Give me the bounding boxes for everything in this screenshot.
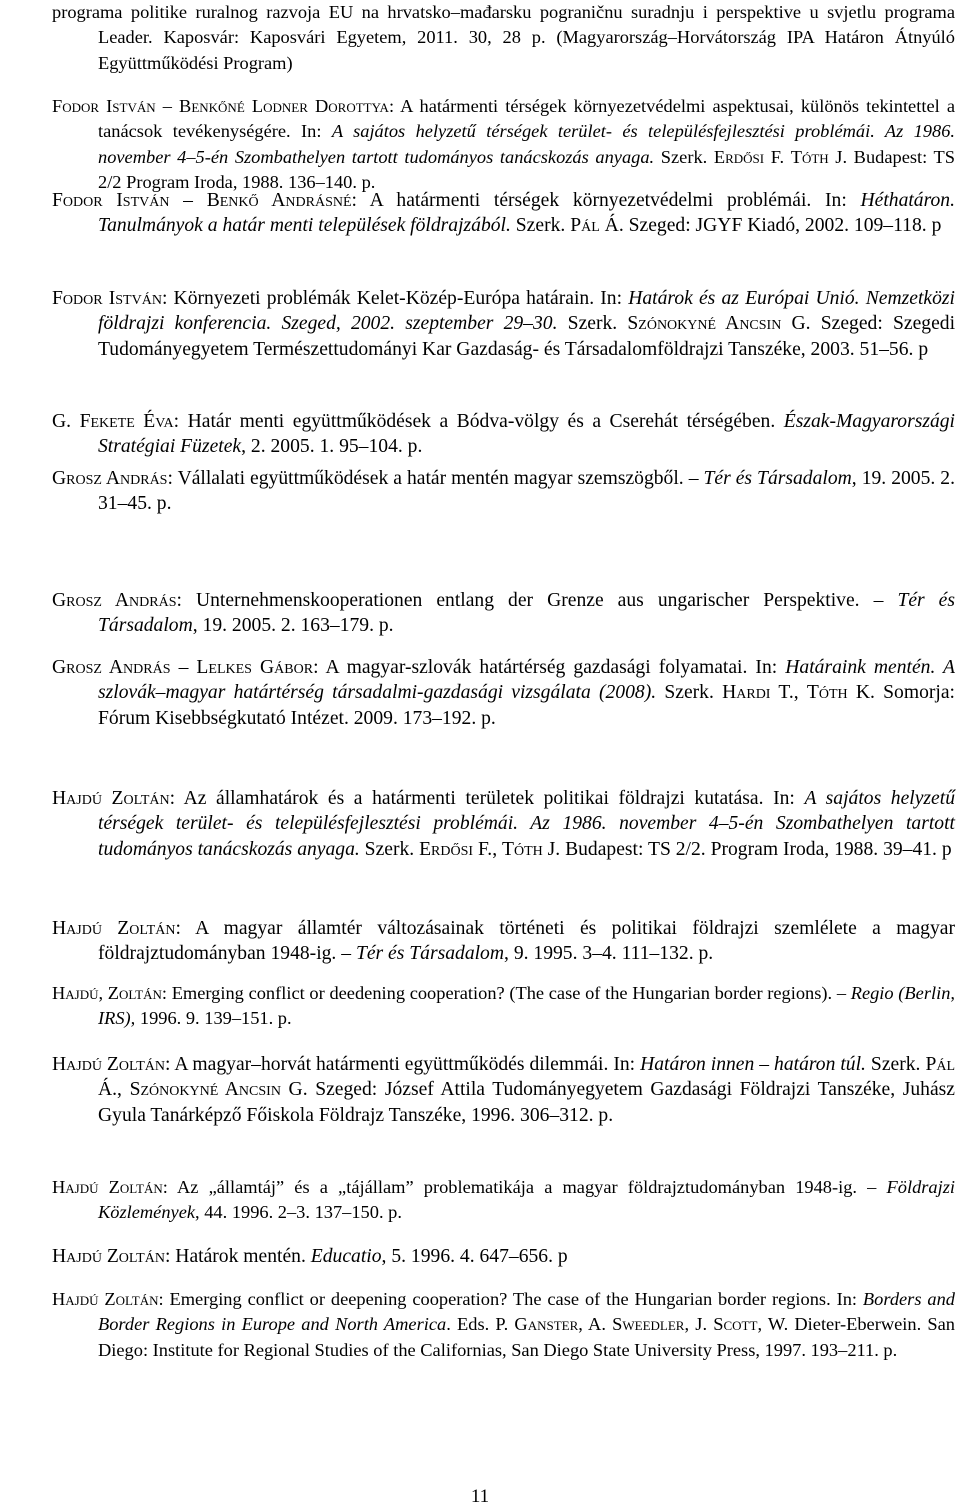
reference-text: Földrajzi Közlemények xyxy=(98,1177,955,1223)
reference-text: Szerk. xyxy=(654,146,714,167)
reference-text: Fekete Éva xyxy=(79,411,174,432)
reference-text: Fodor István – Benkő Andrásné xyxy=(52,190,352,211)
reference-text: Fodor István xyxy=(52,288,162,309)
page-number: 11 xyxy=(470,1486,490,1507)
reference-text: F. xyxy=(764,146,791,167)
reference-text: : Az államhatárok és a határmenti területek politikai földrajzi kutatása. In: xyxy=(169,788,805,809)
reference-text: T., xyxy=(770,682,807,704)
reference-text: Szerk. xyxy=(510,215,571,237)
reference-text: Hajdú Zoltán xyxy=(52,1289,159,1309)
reference-text: Tér és Társadalom xyxy=(98,590,956,637)
reference-text: Grosz András – Lelkes Gábor xyxy=(52,657,314,678)
reference-entry-grosz-lelkes xyxy=(52,655,955,731)
reference-text: , 5. 1996. 4. 647–656. p xyxy=(381,1246,568,1267)
reference-text: Tóth xyxy=(790,146,829,167)
reference-text: Erdősi xyxy=(713,146,765,167)
reference-entry-fodor-benkone xyxy=(52,94,955,196)
reference-text: F., xyxy=(473,838,502,860)
reference-text: Szerk. xyxy=(656,682,723,704)
reference-text: . Eds. P. xyxy=(446,1314,515,1335)
reference-text: Határok és az Európai Unió. Nemzetközi földrajzi konferencia. Szeged, 2002. szeptember 29–30. xyxy=(98,288,955,335)
reference-entry-hajdu-allamter xyxy=(52,916,955,967)
reference-text: , 19. 2005. 2. 163–179. p. xyxy=(192,615,394,637)
reference-text: Határaink mentén. A szlovák–magyar határtérség társadalmi-gazdasági vizsgálata (2008). xyxy=(98,657,956,704)
reference-text: Erdősi xyxy=(419,838,474,860)
reference-text: A sajátos helyzetű térségek terület- és településfejlesztési problémái. Az 1986. november 4–5-én Szombathelyen tartott tudományos tanácskozás anyaga. xyxy=(98,788,955,860)
reference-text: Grosz András xyxy=(52,468,168,489)
reference-text: Tér és Társadalom xyxy=(703,468,852,489)
reference-text: Szerk. xyxy=(557,313,628,335)
reference-text: : Környezeti problémák Kelet-Közép-Európa határain. In: xyxy=(161,288,629,309)
reference-text: Hajdú Zoltán xyxy=(52,918,176,939)
reference-text: : Emerging conflict or deedening cooperation? (The case of the Hungarian border regions). – xyxy=(161,983,851,1003)
reference-text: Szerk. xyxy=(865,1054,926,1075)
reference-text: , J. xyxy=(684,1314,714,1335)
reference-text: Sweedler xyxy=(612,1314,685,1335)
reference-entry-fekete xyxy=(52,409,955,460)
reference-entry-grosz-vallalati xyxy=(52,466,955,517)
reference-text: , 9. 1995. 3–4. 111–132. p. xyxy=(504,943,714,965)
reference-text: Fodor István – Benkőné Lodner Dorottya xyxy=(52,96,389,116)
reference-text: Hardi xyxy=(722,682,771,704)
reference-text: Szónokyné Ancsin xyxy=(627,313,782,335)
reference-text: Regio (Berlin, IRS), xyxy=(98,983,955,1029)
reference-text: Tóth xyxy=(502,838,543,860)
reference-text: , 19. 2005. 2. 31–45. p. xyxy=(98,468,955,515)
reference-entry-hajdu-emerging1 xyxy=(52,981,955,1032)
reference-text: Ganster xyxy=(514,1314,579,1335)
reference-text: : Emerging conflict or deepening cooperation? The case of the Hungarian border regions. In: xyxy=(158,1289,863,1309)
reference-text: Hajdú Zoltán xyxy=(52,1054,166,1075)
reference-entry-fodor-kornyezeti xyxy=(52,286,955,362)
reference-text: : A határmenti térségek környezetvédelmi problémái. In: xyxy=(351,190,861,211)
reference-text: Educatio xyxy=(310,1246,382,1267)
reference-text: Scott xyxy=(713,1314,758,1335)
reference-text: : A magyar-szlovák határtérség gazdasági folyamatai. In: xyxy=(313,657,786,678)
reference-text: programa politike ruralnog razvoja EU na hrvatsko–mađarsku pograničnu suradnju i perspektive u svjetlu programa Leader. Kaposvár: Kaposvári Egyetem, 2011. 30, 28 p. (Magyarország–Horvátország IPA Határon Átnyúló Együttműködési Program) xyxy=(52,2,955,73)
reference-text: Á. Szeged: JGYF Kiadó, 2002. 109–118. p xyxy=(599,215,942,237)
reference-entry-hajdu-hatarok xyxy=(52,1244,955,1269)
reference-text: Grosz András xyxy=(52,590,177,611)
reference-text: K. Somorja: Fórum Kisebbségkutató Intézet. 2009. 173–192. p. xyxy=(98,682,955,729)
reference-text: A sajátos helyzetű térségek terület- és településfejlesztési problémái. Az 1986. november 4–5-én Szombathelyen tartott tudományos tanácskozás anyaga. xyxy=(98,121,955,167)
reference-entry-hajdu-emerging2 xyxy=(52,1287,955,1363)
reference-entry-hajdu-dilemmai xyxy=(52,1052,955,1128)
reference-text: , 2. 2005. 1. 95–104. p. xyxy=(241,436,423,458)
reference-text: Szerk. xyxy=(359,838,420,860)
reference-text: Pál xyxy=(925,1054,955,1075)
reference-text: , 44. 1996. 2–3. 137–150. p. xyxy=(195,1202,402,1223)
reference-text: J. Budapest: TS 2/2 Program Iroda, 1988. 136–140. p. xyxy=(98,146,955,193)
reference-text: , W. Dieter-Eberwein. San Diego: Institute for Regional Studies of the Californias, San Diego State University Press, 1997. 193–211. p. xyxy=(98,1314,955,1360)
reference-text: Hajdú Zoltán xyxy=(52,1177,163,1197)
reference-text: Héthatáron. Tanulmányok a határ menti települések földrajzából. xyxy=(98,190,955,237)
reference-text: : Vállalati együttműködések a határ mentén magyar szemszögből. – xyxy=(167,468,704,489)
reference-text: 1996. 9. 139–151. p. xyxy=(135,1008,292,1029)
reference-text: G. Szeged: Szegedi Tudományegyetem Természettudományi Kar Gazdaság- és Társadalomföldrajzi Tanszéke, 2003. 51–56. p xyxy=(98,313,956,360)
reference-text: , A. xyxy=(578,1314,613,1335)
reference-text: Tér és Társadalom xyxy=(355,943,505,965)
reference-text: Tóth xyxy=(806,682,848,704)
reference-entry-grosz-unternehmens xyxy=(52,588,955,639)
reference-text: : Az „államtáj” és a „tájállam” problematikája a magyar földrajztudományban 1948-ig. – xyxy=(162,1177,887,1197)
reference-text: Hajdú Zoltán xyxy=(52,1246,165,1267)
reference-text: Pál xyxy=(570,215,600,237)
reference-text: Határon innen – határon túl. xyxy=(640,1054,866,1075)
reference-text: Á., xyxy=(98,1079,130,1101)
reference-text: Hajdú, Zoltán xyxy=(52,983,162,1003)
reference-text: Szónokyné Ancsin xyxy=(129,1079,281,1101)
reference-text: : Határok mentén. xyxy=(164,1246,311,1267)
reference-text: G. xyxy=(52,411,80,432)
reference-entry-hajdu-allamtaj xyxy=(52,1175,955,1226)
reference-text: J. Budapest: TS 2/2. Program Iroda, 1988. 39–41. p xyxy=(542,838,952,860)
reference-text: : A magyar–horvát határmenti együttműködés dilemmái. In: xyxy=(165,1054,641,1075)
reference-text: : Határ menti együttműködések a Bódva-völgy és a Cserehát térségében. xyxy=(173,411,784,432)
reference-text: : A határmenti térségek környezetvédelmi aspektusai, különös tekintettel a tanácsok tevékenységére. In: xyxy=(98,96,955,142)
reference-text: : Unternehmenskooperationen entlang der Grenze aus ungarischer Perspektive. – xyxy=(176,590,898,611)
reference-text: Hajdú Zoltán xyxy=(52,788,170,809)
reference-text: G. Szeged: József Attila Tudományegyetem Gazdasági Földrajzi Tanszéke, Juhász Gyula Tanárképző Főiskola Földrajz Tanszéke, 1996. 306–312. p. xyxy=(98,1079,955,1126)
reference-text: : A magyar államtér változásainak történeti és politikai földrajzi szemlélete a magyar földrajztudományban 1948-ig. – xyxy=(98,918,956,965)
reference-entry-cont xyxy=(52,0,955,76)
reference-text: Észak-Magyarországi Stratégiai Füzetek xyxy=(98,411,956,458)
reference-entry-fodor-benko xyxy=(52,188,955,239)
reference-entry-hajdu-allamhatarok xyxy=(52,786,955,862)
reference-text: Borders and Border Regions in Europe and North America xyxy=(98,1289,955,1335)
